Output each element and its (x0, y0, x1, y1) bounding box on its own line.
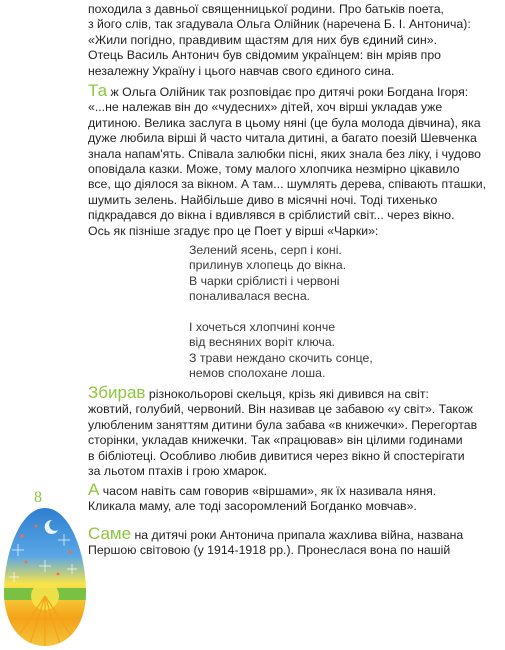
pysanka-egg-icon (0, 504, 90, 650)
first-line: на дитячі роки Антонича припала жахлива війна, названа (131, 528, 464, 542)
text-line: незалежну Україну і цього навчав свого єдиного сина. (88, 63, 395, 78)
text-line (88, 482, 488, 499)
poem-line: поналивалася весна. (189, 289, 311, 304)
text-line (88, 526, 488, 543)
paragraph-war (88, 526, 488, 559)
text-line (88, 385, 488, 402)
text-line: оповідала казки. Може, тому малого хлопчика незмірно цікавило (88, 162, 460, 177)
text-line: Ось як пізніше згадує про це Поет у вірші «Чарки»: (88, 223, 379, 238)
text-line: жовтий, голубий, червоний. Він називав це забавою «у світ». Також (88, 402, 473, 417)
text-line: знала напам'ять. Співала залюбки пісні, яких знала без ліку, і чудово (88, 146, 481, 161)
text-line: Першою світовою (у 1914-1918 рр.). Пронеслася вона по нашій (88, 543, 451, 558)
lead-word: Та (88, 81, 108, 100)
text-line: улюбленим заняттям дитини була забава «в книжечки». Перегортав (88, 417, 478, 432)
text-line: все, що діялося за вікном. А там... шумлять дерева, співають пташки, (88, 177, 486, 192)
lead-word: А (88, 480, 100, 499)
text-line: «Жили погідно, правдивим щастям для них був єдиний син». (88, 32, 438, 47)
paragraph-nanny (88, 83, 488, 239)
text-line: за льотом птахів і грою хмарок. (88, 464, 267, 479)
text-line: шумить зелень. Найбільше диво в місячні ночі. Тоді тихенько (88, 192, 438, 207)
poem-charky (189, 243, 439, 382)
lead-word: Збирав (88, 383, 146, 402)
text-line: дитиною. Велика заслуга в цьому няні (це була молода дівчина), яка (88, 115, 481, 130)
text-line: «...не належав він до «чудесних» дітей, хоч вірші укладав уже (88, 100, 443, 115)
page-number: 8 (34, 489, 42, 506)
poem-line: від весняних воріт ключа. (189, 335, 336, 350)
text-line: з його слів, так згадувала Ольга Олійник (наречена Б. І. Антонича): (88, 17, 471, 32)
text-line: сторінки, укладав книжечки. Так «працював» він цілими годинами (88, 433, 463, 448)
text-line (88, 83, 488, 100)
text-line: Кликала маму, але тоді засоромлений Богданко мовчав». (88, 499, 417, 514)
first-line: ж Ольга Олійник так розповідає про дитячі роки Богдана Ігоря: (107, 85, 469, 99)
poem-line: І хочеться хлопчині конче (189, 320, 336, 335)
poem-line: В чарки сріблисті і червоні (189, 273, 340, 288)
text-line: Отець Василь Антонич був свідомим українцем: він мріяв про (88, 48, 442, 63)
poem-line: прилинув хлопець до вікна. (189, 258, 347, 273)
poem-line: З трави нежданo скочить сонце, (189, 350, 373, 365)
text-line: дуже любила вірші й часто читала дитині, а багато поезій Шевченка (88, 131, 477, 146)
stanza-gap (189, 305, 439, 320)
poem-line: немов сполохане лоша. (189, 366, 326, 381)
first-line: різнокольорові скельця, крізь які дивився на світ: (145, 387, 429, 401)
paragraph-verses (88, 482, 488, 515)
text-line: підкрадався до вікна і вдивлявся в сріблистий світ... через вікно. (88, 208, 455, 223)
lead-word: Саме (88, 524, 132, 543)
text-line: в бібліотеці. Особливо любив дивитися через вікно й спостерігати (88, 448, 465, 463)
first-line: часом навіть сам говорив «віршами», як їх називала няня. (99, 484, 437, 498)
paragraph-glass (88, 385, 488, 479)
poem-line: Зелений ясень, серп і коні. (189, 243, 342, 257)
intro-paragraph (88, 2, 488, 79)
text-line: походила з давньої священницької родини. Про батьків поета, (88, 2, 444, 16)
